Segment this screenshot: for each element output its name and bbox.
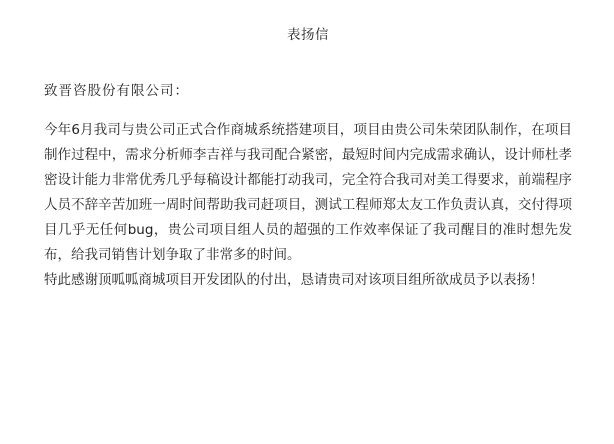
letter-salutation: 致晋咨股份有限公司： xyxy=(44,83,189,99)
letter-closing-paragraph: 特此感谢顶呱呱商城项目开发团队的付出，恳请贵司对该项目组所欲成员予以表扬！ xyxy=(44,272,544,288)
letter-body-paragraph: 今年6月我司与贵公司正式合作商城系统搭建项目，项目由贵公司朱荣团队制作，在项目制作过程中，需求分析师李吉祥与我司配合紧密，最短时间内完成需求确认，设计师杜孝密设计能力非常优秀几乎每稿设计都能打动我司，完全符合我司对美工得要求，前端程序人员不辞辛苦加班一周时间帮助我司赶项目，测试工程师郑太友工作负责认真，交付得项目几乎无任何bug，贵公司项目组人员的超强的工作效率保证了我司醒目的准时想先发布，给我司销售计划争取了非常多的时间。 xyxy=(44,122,572,263)
letter-title: 表扬信 xyxy=(287,27,329,43)
